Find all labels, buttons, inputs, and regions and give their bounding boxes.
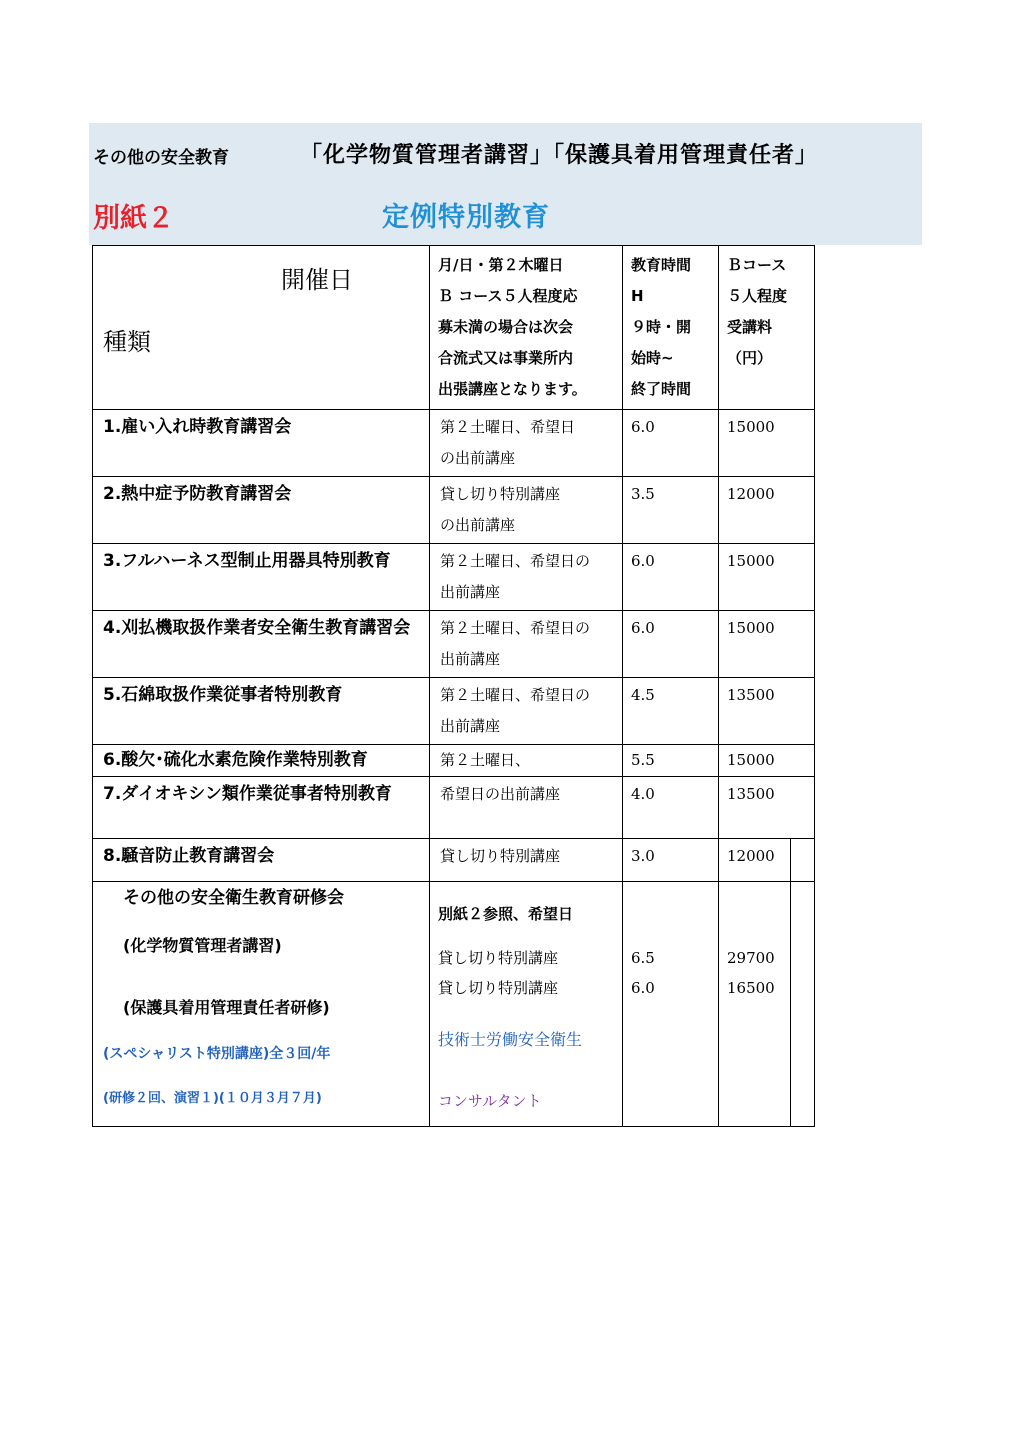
course-schedule: [430, 678, 623, 745]
other-item-chemical: (化学物質管理者講習): [123, 936, 282, 955]
schedule-line: の出前講座: [440, 449, 516, 467]
page-title: 定例特別教育: [382, 202, 550, 233]
table-row: [93, 839, 815, 882]
fee-value: 29700: [727, 949, 775, 967]
table-header-row: [93, 246, 815, 410]
course-name: 5.石綿取扱作業従事者特別教育: [93, 678, 430, 745]
course-fee: 12000: [719, 839, 791, 882]
course-schedule: [430, 544, 623, 611]
course-hours: 4.5: [623, 678, 719, 745]
schedule-line: 出前講座: [440, 583, 501, 601]
course-fee: 13500: [719, 777, 815, 839]
schedule-line: 出前講座: [440, 717, 501, 735]
course-name: 8.騒音防止教育講習会: [93, 839, 430, 882]
table-row: [93, 611, 815, 678]
course-fee: 15000: [719, 611, 815, 678]
header-line: 合流式又は事業所内: [438, 349, 574, 367]
course-schedule: [430, 745, 623, 777]
other-training-row: [93, 882, 815, 1127]
course-name: 2.熱中症予防教育講習会: [93, 477, 430, 544]
course-hours: 6.0: [623, 544, 719, 611]
schedule-line: 第２土曜日、希望日の: [440, 686, 591, 704]
empty-cell: [791, 839, 815, 882]
hours-value: 6.0: [631, 979, 655, 997]
header-line: ９時・開: [631, 318, 692, 336]
kaisai-label: 開催日: [281, 266, 353, 294]
course-hours: 3.0: [623, 839, 719, 882]
table-row: [93, 477, 815, 544]
header-line: （円）: [727, 349, 773, 367]
header-line: ５人程度: [727, 287, 788, 305]
header-line: 募未満の場合は次会: [438, 318, 574, 336]
other-title: その他の安全衛生教育研修会: [123, 888, 344, 908]
other-training-name-cell: [93, 882, 430, 1127]
schedule-line: 貸し切り特別講座: [438, 949, 559, 967]
header-line: 受講料: [727, 318, 773, 336]
schedule-line: 貸し切り特別講座: [438, 979, 559, 997]
schedule-line: 希望日の出前講座: [440, 785, 561, 803]
course-fee: 15000: [719, 745, 815, 777]
header-line: 始時~: [631, 349, 674, 367]
schedule-line: 第２土曜日、希望日の: [440, 619, 591, 637]
course-fee: 15000: [719, 410, 815, 477]
header-line: H: [631, 287, 644, 305]
schedule-line: 第２土曜日、希望日: [440, 418, 576, 436]
table-row: [93, 410, 815, 477]
course-fee: 13500: [719, 678, 815, 745]
header-line: Ｂコース: [727, 256, 787, 274]
course-hours: 3.5: [623, 477, 719, 544]
fee-value: 16500: [727, 979, 775, 997]
schedule-line: 貸し切り特別講座: [440, 485, 561, 503]
other-training-schedule-cell: [430, 882, 623, 1127]
consultant-title: 技術士労働安全衛生: [438, 1030, 583, 1049]
course-schedule: [430, 410, 623, 477]
other-training-hours-cell: [623, 882, 719, 1127]
schedule-line: の出前講座: [440, 516, 516, 534]
header-line: Ｂ コース５人程度応: [438, 287, 578, 305]
header-line: 教育時間: [631, 256, 692, 274]
table-row: [93, 544, 815, 611]
empty-cell: [791, 882, 815, 1127]
course-name: 3.フルハーネス型制止用器具特別教育: [93, 544, 430, 611]
other-reference: 別紙２参照、希望日: [438, 905, 574, 923]
header-fee-cell: [719, 246, 815, 410]
header-time-cell: [623, 246, 719, 410]
schedule-line: 第２土曜日、希望日の: [440, 552, 591, 570]
course-hours: 5.5: [623, 745, 719, 777]
course-schedule: [430, 611, 623, 678]
consultant-line: [438, 1028, 582, 1052]
header-line: 月/日・第２木曜日: [438, 256, 564, 274]
course-fee: 12000: [719, 477, 815, 544]
course-hours: 6.0: [623, 611, 719, 678]
schedule-line: 第２土曜日、: [440, 751, 531, 769]
other-item-ppe: (保護具着用管理責任者研修): [123, 998, 330, 1017]
course-name: 1.雇い入れ時教育講習会: [93, 410, 430, 477]
other-training-fee-cell: [719, 882, 791, 1127]
header-line: 出張講座となります。: [438, 380, 587, 398]
course-schedule: [430, 477, 623, 544]
header-left-label: その他の安全教育: [93, 148, 229, 168]
course-fee: 15000: [719, 544, 815, 611]
header-line: 終了時間: [631, 380, 692, 398]
course-name: 7.ダイオキシン類作業従事者特別教育: [93, 777, 430, 839]
course-hours: 6.0: [623, 410, 719, 477]
course-name: 4.刈払機取扱作業者安全衛生教育講習会: [93, 611, 430, 678]
course-table: [92, 245, 815, 1127]
course-schedule: [430, 839, 623, 882]
attachment-label: 別紙２: [93, 203, 174, 234]
course-name: 6.酸欠･硫化水素危険作業特別教育: [93, 745, 430, 777]
table-row: [93, 745, 815, 777]
schedule-line: 出前講座: [440, 650, 501, 668]
course-hours: 4.0: [623, 777, 719, 839]
table-row: [93, 678, 815, 745]
header-right-title: 「化学物質管理者講習」「保護具着用管理責任者」: [300, 143, 819, 168]
header-corner-cell: [93, 246, 430, 410]
table-row: [93, 777, 815, 839]
course-schedule: [430, 777, 623, 839]
schedule-line: 貸し切り特別講座: [440, 847, 561, 865]
consultant-suffix: コンサルタント: [438, 1092, 542, 1110]
specialist-course-note: (スペシャリスト特別講座)全３回/年: [103, 1046, 331, 1062]
shurui-label: 種類: [103, 328, 151, 356]
hours-value: 6.5: [631, 949, 655, 967]
training-schedule-note: (研修２回、演習１)(１０月３月７月): [103, 1091, 322, 1106]
header-date-cell: [430, 246, 623, 410]
